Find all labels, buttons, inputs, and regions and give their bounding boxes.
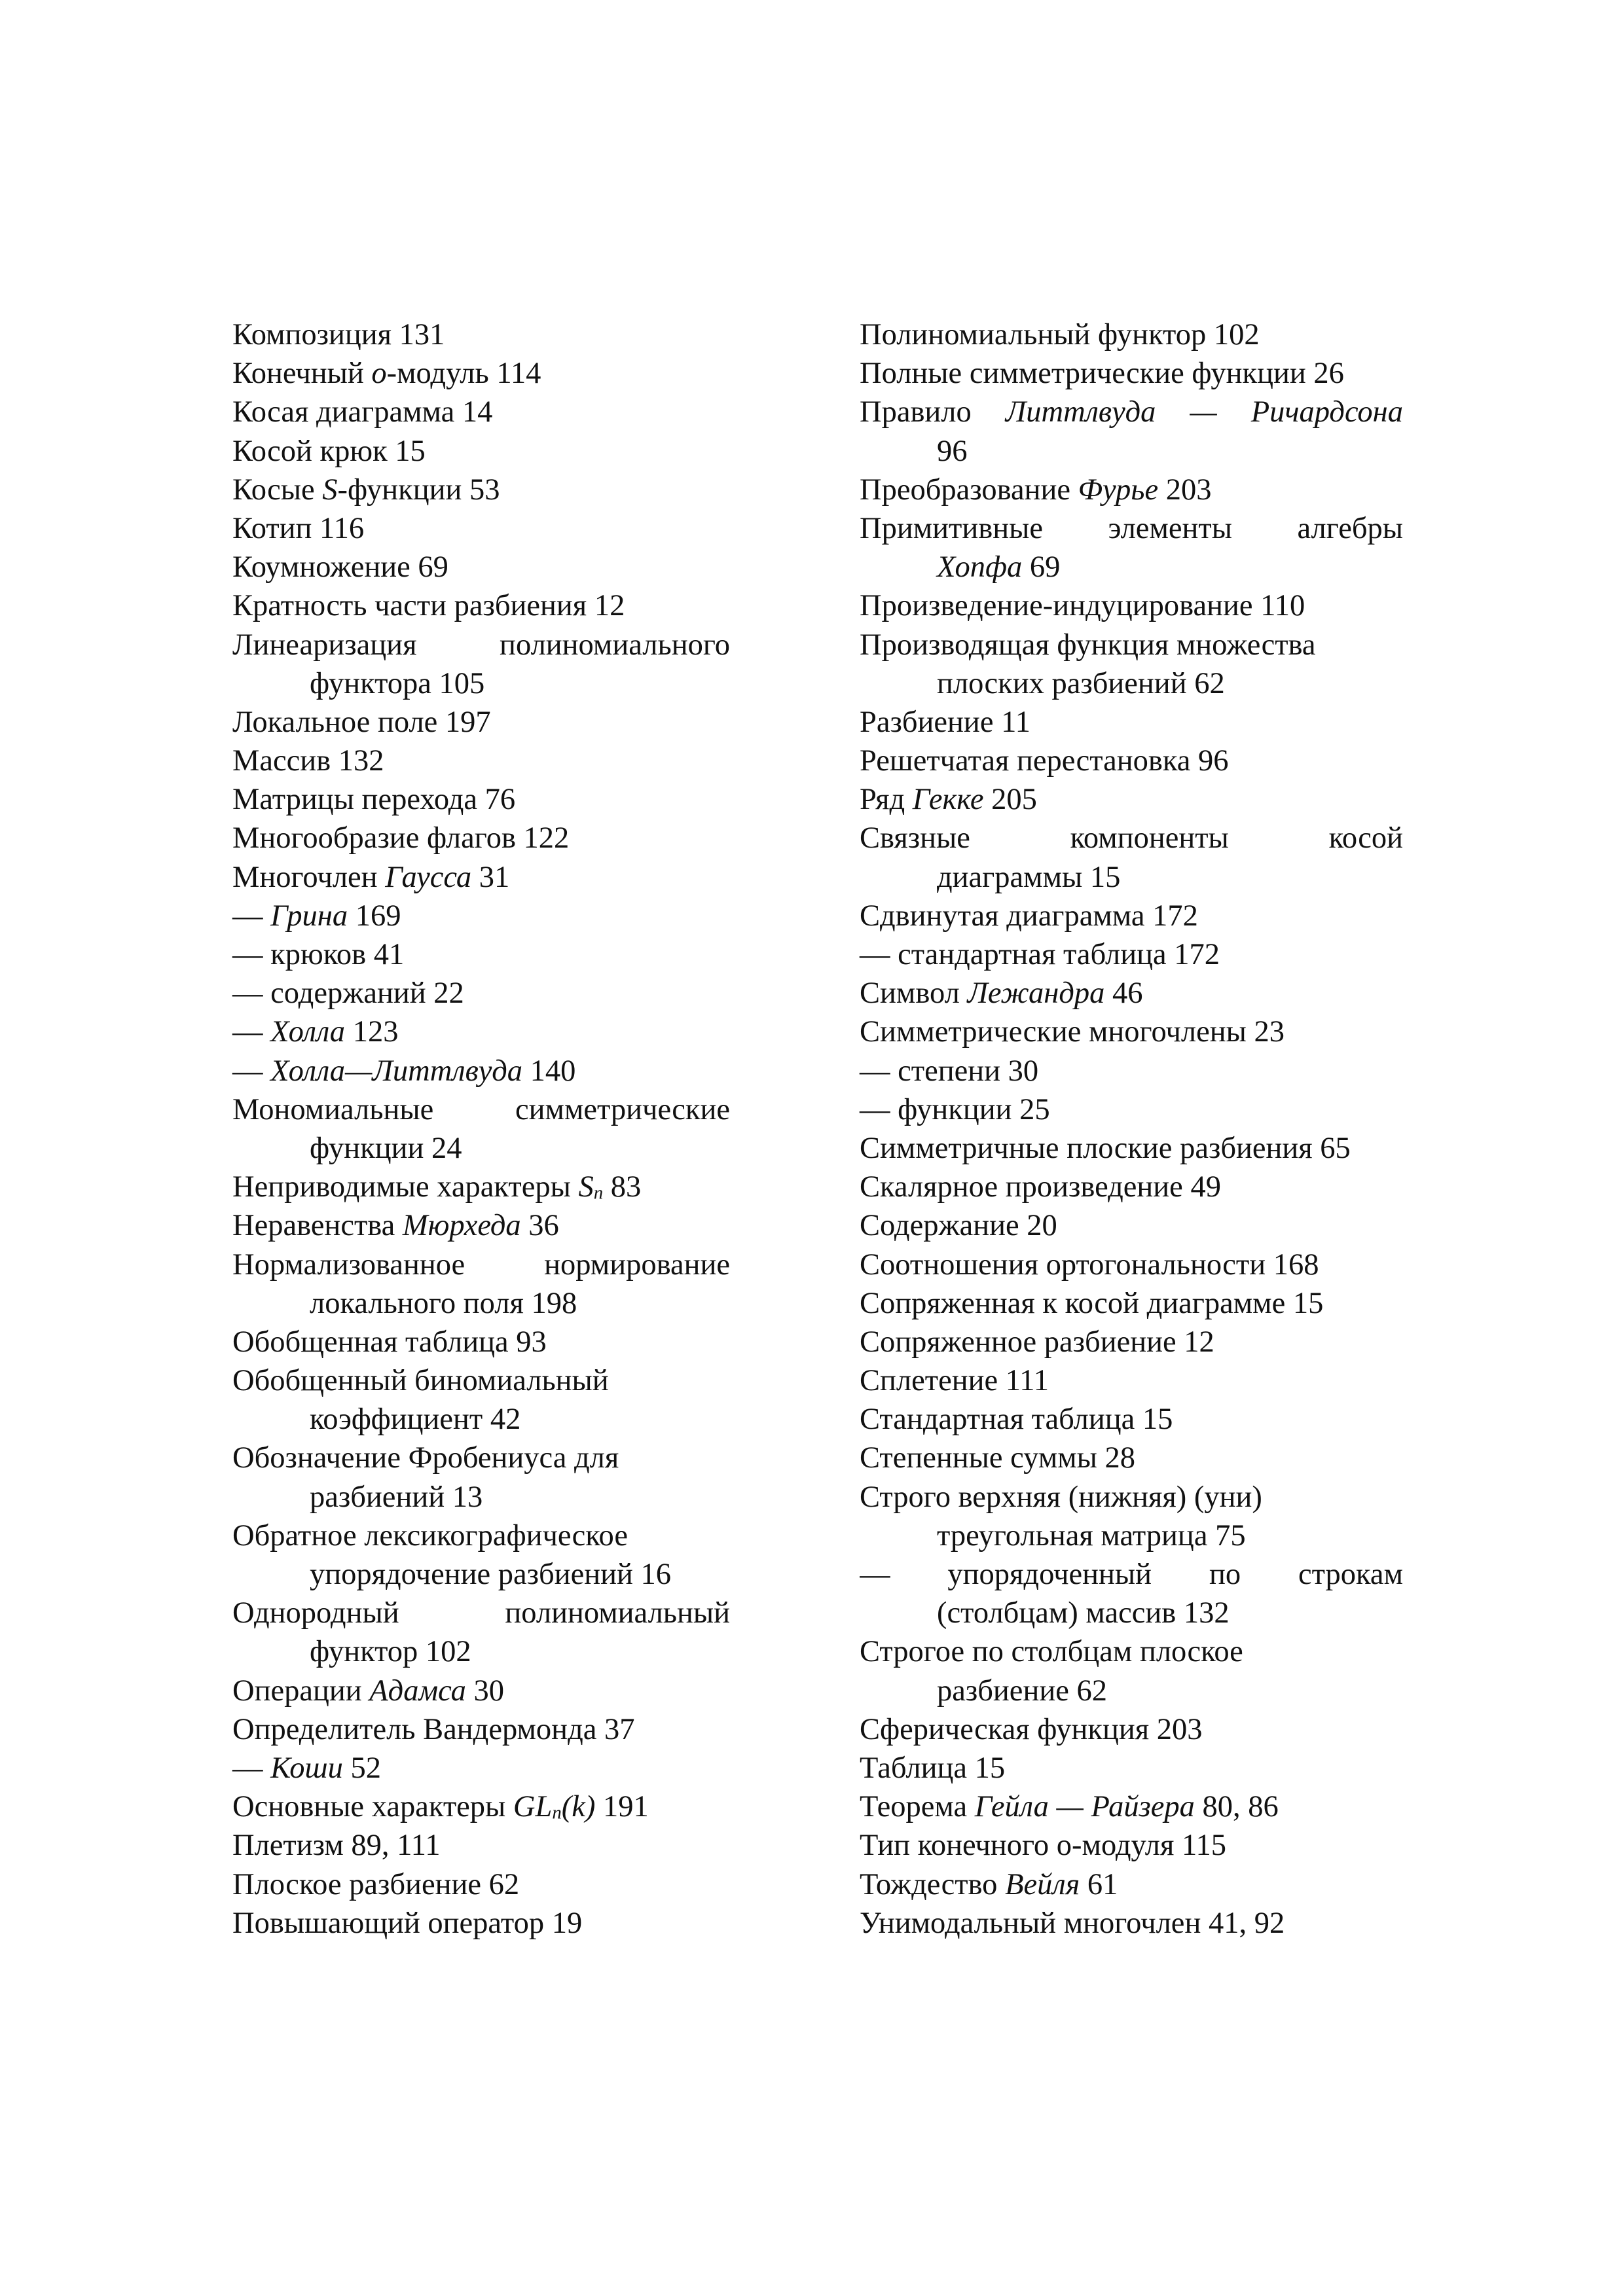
entry-text: Операции [232,1674,370,1708]
index-entry: Определитель Вандермонда 37 [232,1712,635,1746]
index-entry-continuation: функтора 105 [310,666,485,700]
entry-text: 205 [983,783,1037,817]
entry-text: Символ [860,977,968,1011]
index-entry: Мономиальные симметрические [232,1092,730,1126]
index-entry: Обобщенная таблица 93 [232,1325,547,1359]
index-entry: Однородный полиномиальный [232,1596,730,1630]
index-entry: Таблица 15 [860,1751,1006,1785]
index-entry [860,1865,1403,1904]
entry-text: Неприводимые характеры [232,1170,579,1204]
entry-name-italic: GL [513,1790,553,1824]
index-entry-continuation: диаграммы 15 [937,860,1121,894]
entry-text: — [232,1015,271,1049]
index-entry: Содержание 20 [860,1209,1057,1243]
entry-text: 191 [595,1790,649,1824]
index-entry-continuation: упорядочение разбиений 16 [310,1558,672,1591]
entry-text: — [232,1054,271,1088]
index-entry: Кратность части разбиения 12 [232,589,625,623]
index-entry: Сферическая функция 203 [860,1712,1203,1746]
entry-name-italic: Грина [270,899,348,933]
entry-subscript: n [552,1802,562,1823]
entry-text: Основные характеры [232,1790,513,1824]
index-entry-continuation: разбиений 13 [310,1480,483,1514]
index-entry: Симметрические многочлены 23 [860,1015,1285,1049]
index-entry-continuation: локального поля 198 [310,1286,577,1320]
index-entry [860,471,1403,509]
index-entry [232,897,730,935]
entry-text: 140 [522,1054,576,1088]
index-entry [232,1168,730,1206]
index-entry [232,1206,730,1245]
entry-name-italic: Фурье [1078,473,1159,507]
index-entry [860,393,1403,431]
index-entry: Стандартная таблица 15 [860,1403,1173,1437]
index-entry: Обозначение Фробениуса для [232,1441,619,1475]
index-entry: Строгое по столбцам плоское [860,1635,1243,1669]
index-entry: — функции 25 [860,1092,1050,1126]
index-entry: Примитивные элементы алгебры [860,511,1403,545]
entry-text: Конечный [232,357,372,391]
entry-text: Преобразование [860,473,1078,507]
index-entry-continuation: 96 [937,434,968,468]
entry-text: Многочлен [232,860,386,894]
index-entry-continuation: (столбцам) массив 132 [937,1596,1230,1630]
index-entry: Коумножение 69 [232,550,448,584]
index-entry [232,1013,730,1051]
index-entry: Связные компоненты косой [860,821,1403,855]
index-entry: Плоское разбиение 62 [232,1867,520,1901]
entry-text: Косые [232,473,323,507]
entry-name-italic: o [371,357,387,391]
entry-text: 169 [348,899,401,933]
index-entry: — степени 30 [860,1054,1039,1088]
entry-name-italic: Гаусса [385,860,472,894]
entry-text: 30 [465,1674,504,1708]
entry-text: 36 [520,1209,559,1243]
index-entry-continuation: функции 24 [310,1131,462,1165]
index-entry [232,858,730,897]
index-entry: — крюков 41 [232,938,405,971]
index-entry: Повышающий оператор 19 [232,1906,583,1940]
entry-name-italic: Гейла — Райзера [974,1790,1195,1824]
entry-text: Неравенства [232,1209,403,1243]
entry-text: -модуль 114 [386,357,541,391]
index-entry: Скалярное произведение 49 [860,1170,1221,1204]
entry-text: 203 [1158,473,1212,507]
index-entry: Сопряженное разбиение 12 [860,1325,1214,1359]
index-entry: Полиномиальный функтор 102 [860,318,1260,351]
entry-text: 123 [345,1015,399,1049]
index-entry [232,354,730,393]
index-entry: Косой крюк 15 [232,434,426,468]
entry-name-italic: Коши [270,1751,343,1785]
index-entry: Локальное поле 197 [232,705,491,739]
index-entry: Производящая функция множества [860,628,1316,662]
index-entry [232,1052,730,1090]
index-entry: Сопряженная к косой диаграмме 15 [860,1286,1324,1320]
index-entry: Котип 116 [232,511,365,545]
entry-name-italic: Лежандра [967,977,1105,1011]
entry-text: 46 [1104,977,1143,1011]
index-entry [860,974,1403,1013]
entry-text: 52 [342,1751,381,1785]
entry-text: — [232,899,271,933]
index-entry [860,780,1403,819]
entry-name-italic: Гекке [912,783,984,817]
entry-text: 80, 86 [1194,1790,1279,1824]
entry-text: — [232,1751,271,1785]
index-entry: Косая диаграмма 14 [232,395,493,429]
index-entry-continuation: плоских разбиений 62 [937,666,1225,700]
index-entry: Разбиение 11 [860,705,1030,739]
entry-subscript: n [593,1182,604,1204]
entry-name-italic: Вейля [1005,1867,1080,1901]
index-entry: Нормализованное нормирование [232,1247,730,1282]
entry-text: -функции 53 [337,473,500,507]
entry-name-italic: Холла [270,1015,346,1049]
index-entry: Массив 132 [232,744,384,778]
index-entry [860,1787,1403,1826]
index-entry [232,1749,730,1787]
entry-text: Тождество [860,1867,1006,1901]
index-entry: Обобщенный биномиальный [232,1364,609,1398]
entry-name-italic: Хопфа [937,550,1023,584]
index-entry: Матрицы перехода 76 [232,783,516,817]
index-entry: Строго верхняя (нижняя) (уни) [860,1480,1262,1514]
index-entry: Произведение-индуцирование 110 [860,589,1305,623]
index-entry [232,471,730,509]
index-entry: Соотношения ортогональности 168 [860,1247,1319,1282]
entry-name-italic: S [578,1170,594,1204]
entry-text: Правило [860,395,1006,429]
index-entry-continuation: коэффициент 42 [310,1403,521,1437]
index-entry-continuation: функтор 102 [310,1635,471,1669]
entry-text: 31 [471,860,510,894]
index-entry: Сплетение 111 [860,1364,1049,1398]
index-entry-continuation: треугольная матрица 75 [937,1518,1246,1552]
index-entry: Сдвинутая диаграмма 172 [860,899,1198,933]
index-entry: Симметричные плоские разбиения 65 [860,1131,1351,1165]
entry-name-italic: (k) [561,1790,596,1824]
entry-text: Теорема [860,1790,975,1824]
entry-text: 69 [1022,550,1061,584]
index-entry-continuation [860,548,1403,586]
index-entry-continuation: разбиение 62 [937,1674,1107,1708]
index-entry [232,1672,730,1710]
entry-text: Ряд [860,783,913,817]
index-entry: Многообразие флагов 122 [232,821,570,855]
index-entry: Композиция 131 [232,318,445,351]
index-entry: Степенные суммы 28 [860,1441,1136,1475]
index-entry: Унимодальный многочлен 41, 92 [860,1906,1285,1940]
index-column-left [232,315,730,1943]
index-column-right [860,315,1403,1943]
index-entry: — упорядоченный по строкам [860,1558,1403,1591]
entry-name-italic: Холла—Литтлвуда [270,1054,523,1088]
entry-name-italic: S [322,473,338,507]
index-entry: Обратное лексикографическое [232,1518,628,1552]
entry-name-italic: Мюрхеда [402,1209,521,1243]
index-entry: Линеаризация полиномиального [232,628,730,662]
entry-text: 61 [1080,1867,1118,1901]
entry-name-italic: Литтлвуда — Ричардсона [1005,395,1403,429]
index-entry: Тип конечного о-модуля 115 [860,1829,1226,1863]
index-entry: — стандартная таблица 172 [860,938,1220,971]
index-entry [232,1787,730,1826]
index-entry: Решетчатая перестановка 96 [860,744,1229,778]
index-entry: Полные симметрические функции 26 [860,357,1344,391]
index-entry: Плетизм 89, 111 [232,1829,441,1863]
entry-text: 83 [603,1170,642,1204]
entry-name-italic: Адамса [369,1674,466,1708]
index-entry: — содержаний 22 [232,977,464,1011]
